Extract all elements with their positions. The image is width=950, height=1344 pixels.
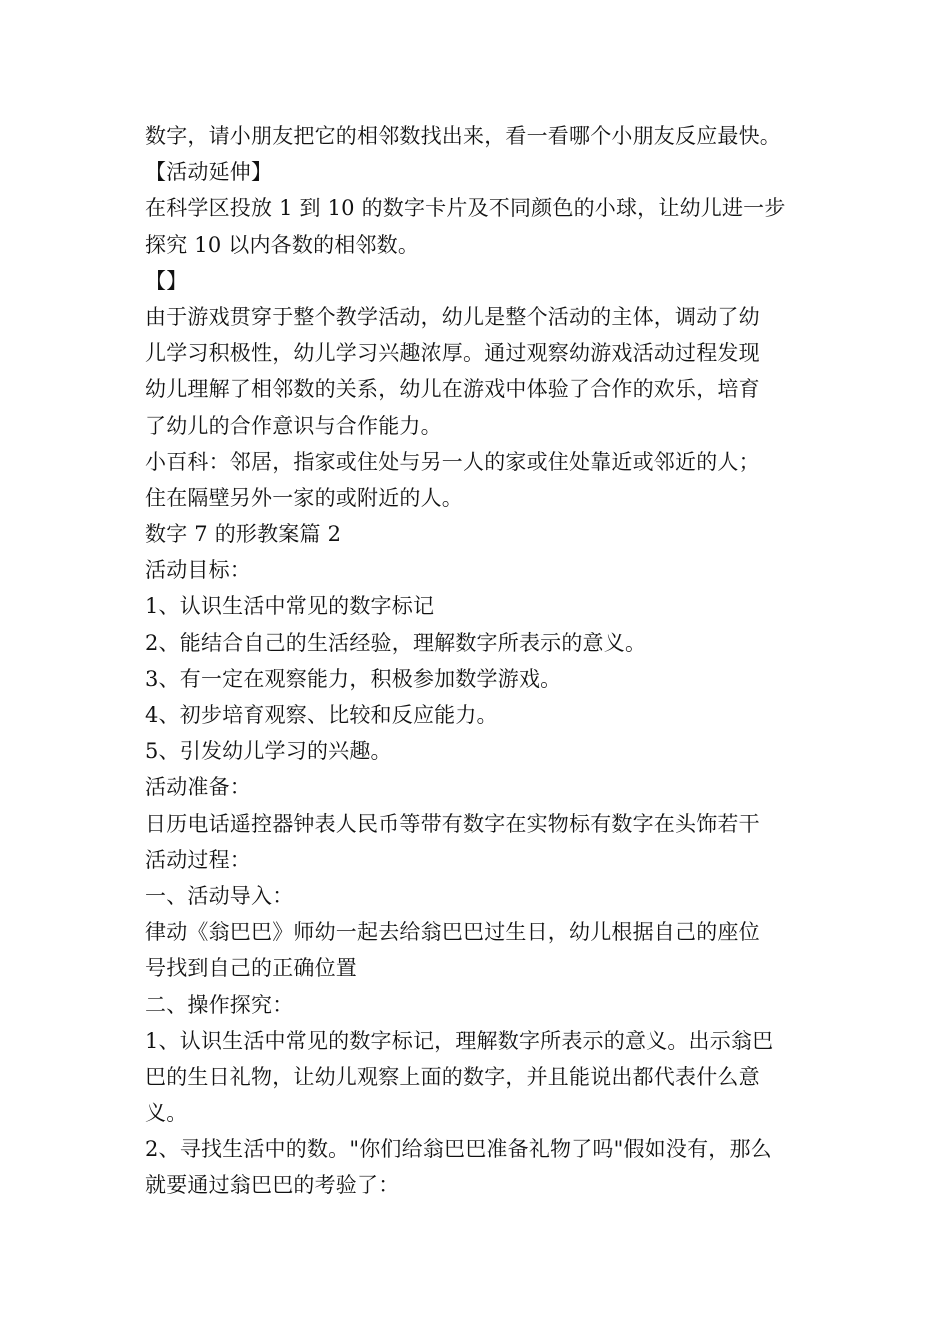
text-line: 号找到自己的正确位置	[145, 956, 357, 981]
text-line: 日历电话遥控器钟表人民币等带有数字在实物标有数字在头饰若干	[145, 811, 760, 836]
text-line: 由于游戏贯穿于整个教学活动，幼儿是整个活动的主体，调动了幼	[145, 304, 760, 329]
list-item: 1、认识生活中常见的数字标记	[145, 594, 435, 619]
section-heading-empty-brackets: 【】	[145, 268, 188, 293]
text-line: 幼儿理解了相邻数的关系，幼儿在游戏中体验了合作的欢乐，培育	[145, 377, 760, 402]
list-item: 4、初步培育观察、比较和反应能力。	[145, 703, 498, 727]
text-line: 就要通过翁巴巴的考验了：	[145, 1173, 400, 1198]
subsection-heading-introduction: 一、活动导入：	[145, 883, 294, 908]
text-line: 小百科：邻居，指家或住处与另一人的家或住处靠近或邻近的人；	[145, 449, 760, 474]
text-line: 数字，请小朋友把它的相邻数找出来，看一看哪个小朋友反应最快。	[145, 124, 781, 148]
subsection-heading-exploration: 二、操作探究：	[145, 992, 294, 1017]
text-line: 巴的生日礼物，让幼儿观察上面的数字，并且能说出都代表什么意	[145, 1064, 760, 1089]
text-line: 住在隔壁另外一家的或附近的人。	[145, 485, 463, 510]
section-heading-activity-goals: 活动目标：	[145, 558, 251, 583]
section-heading-activity-extension: 【活动延伸】	[145, 160, 273, 185]
lesson-title: 数字 7 的形教案篇 2	[145, 522, 342, 547]
list-item: 2、能结合自己的生活经验，理解数字所表示的意义。	[145, 630, 647, 655]
list-item: 3、有一定在观察能力，积极参加数学游戏。	[145, 666, 562, 691]
section-heading-activity-process: 活动过程：	[145, 847, 251, 872]
text-line: 儿学习积极性，幼儿学习兴趣浓厚。通过观察幼游戏活动过程发现	[145, 341, 760, 366]
list-item: 5、引发幼儿学习的兴趣。	[145, 739, 392, 764]
list-item: 2、寻找生活中的数。"你们给翁巴巴准备礼物了吗"假如没有，那么	[145, 1137, 772, 1162]
text-line: 探究 10 以内各数的相邻数。	[145, 232, 420, 257]
text-line: 在科学区投放 1 到 10 的数字卡片及不同颜色的小球，让幼儿进一步	[145, 196, 786, 221]
list-item: 1、认识生活中常见的数字标记，理解数字所表示的意义。出示翁巴	[145, 1028, 774, 1053]
document-body	[145, 118, 815, 1204]
text-line: 律动《翁巴巴》师幼一起去给翁巴巴过生日，幼儿根据自己的座位	[145, 920, 760, 945]
section-heading-activity-preparation: 活动准备：	[145, 775, 251, 800]
text-line: 义。	[145, 1101, 188, 1126]
text-line: 了幼儿的合作意识与合作能力。	[145, 413, 442, 438]
